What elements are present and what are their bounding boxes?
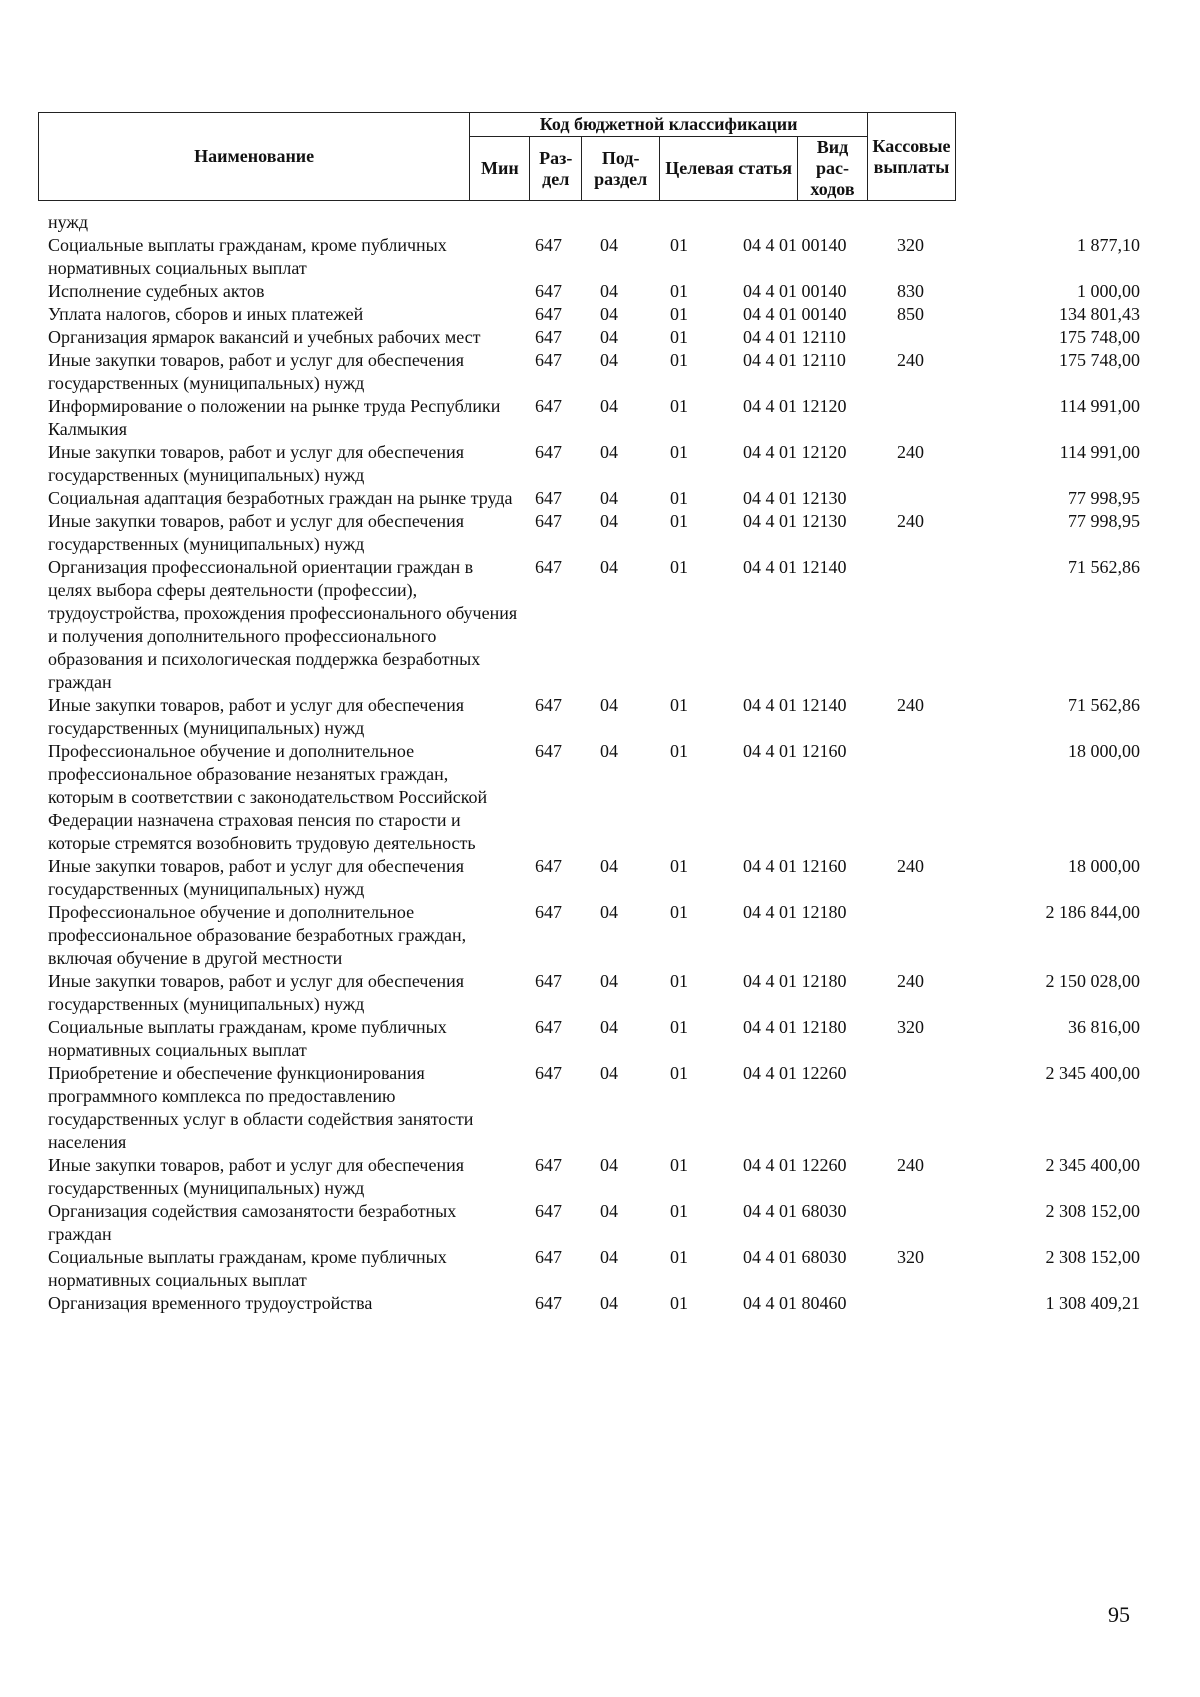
row-min: 647 (535, 741, 562, 761)
row-sum: 2 345 400,00 (1045, 1063, 1140, 1083)
row-min: 647 (535, 1017, 562, 1037)
row-vid: 320 (897, 235, 924, 255)
row-podrazdel: 01 (670, 1201, 688, 1221)
row-celevaya: 04 4 01 12120 (743, 396, 847, 416)
row-vid: 240 (897, 442, 924, 462)
row-vid: 830 (897, 281, 924, 301)
row-name: Организация содействия самозанятости безработных граждан (48, 1201, 457, 1244)
row-min: 647 (535, 511, 562, 531)
row-razdel: 04 (600, 511, 618, 531)
row-min: 647 (535, 971, 562, 991)
row-razdel: 04 (600, 442, 618, 462)
row-name: Иные закупки товаров, работ и услуг для обеспечения государственных (муниципальных) нужд (48, 856, 464, 899)
row-sum: 2 308 152,00 (1045, 1201, 1140, 1221)
row-min: 647 (535, 856, 562, 876)
table-row (0, 303, 1200, 326)
row-min: 647 (535, 695, 562, 715)
row-min: 647 (535, 1247, 562, 1267)
row-podrazdel: 01 (670, 971, 688, 991)
table-row (0, 510, 1200, 556)
row-celevaya: 04 4 01 12260 (743, 1155, 847, 1175)
row-podrazdel: 01 (670, 557, 688, 577)
row-podrazdel: 01 (670, 488, 688, 508)
row-celevaya: 04 4 01 00140 (743, 281, 847, 301)
table-row (0, 855, 1200, 901)
table-body (0, 211, 1200, 1315)
row-name: Иные закупки товаров, работ и услуг для обеспечения государственных (муниципальных) нужд (48, 971, 464, 1014)
row-razdel: 04 (600, 695, 618, 715)
row-podrazdel: 01 (670, 327, 688, 347)
row-min: 647 (535, 304, 562, 324)
header-celevaya: Целевая статья (660, 137, 798, 201)
row-sum: 2 150 028,00 (1045, 971, 1140, 991)
row-name: Уплата налогов, сборов и иных платежей (48, 304, 364, 324)
row-sum: 71 562,86 (1068, 695, 1140, 715)
row-sum: 36 816,00 (1068, 1017, 1140, 1037)
row-podrazdel: 01 (670, 695, 688, 715)
row-celevaya: 04 4 01 68030 (743, 1247, 847, 1267)
row-name: Социальные выплаты гражданам, кроме публичных нормативных социальных выплат (48, 1017, 447, 1060)
row-podrazdel: 01 (670, 856, 688, 876)
table-row (0, 694, 1200, 740)
row-razdel: 04 (600, 396, 618, 416)
row-sum: 175 748,00 (1059, 327, 1140, 347)
row-name: нужд (48, 212, 88, 232)
row-razdel: 04 (600, 741, 618, 761)
row-celevaya: 04 4 01 12140 (743, 695, 847, 715)
row-vid: 240 (897, 971, 924, 991)
row-celevaya: 04 4 01 12130 (743, 488, 847, 508)
row-razdel: 04 (600, 1247, 618, 1267)
row-min: 647 (535, 281, 562, 301)
header-kassovye: Кассовые выплаты (867, 113, 955, 201)
row-sum: 1 308 409,21 (1045, 1293, 1140, 1313)
row-vid: 240 (897, 695, 924, 715)
row-celevaya: 04 4 01 12180 (743, 1017, 847, 1037)
row-sum: 18 000,00 (1068, 856, 1140, 876)
row-celevaya: 04 4 01 12160 (743, 741, 847, 761)
row-razdel: 04 (600, 1063, 618, 1083)
header-podrazdel: Под-раздел (582, 137, 660, 201)
row-podrazdel: 01 (670, 350, 688, 370)
row-sum: 134 801,43 (1059, 304, 1140, 324)
row-vid: 240 (897, 511, 924, 531)
row-min: 647 (535, 235, 562, 255)
table-row (0, 395, 1200, 441)
row-name: Профессиональное обучение и дополнительное профессиональное образование незанятых граждан, которым в соответствии с законодательством Российской Федерации назначена страховая пенсия по старости и которые стремятся возобновить трудовую деятельность (48, 741, 488, 853)
row-podrazdel: 01 (670, 511, 688, 531)
row-razdel: 04 (600, 902, 618, 922)
row-razdel: 04 (600, 281, 618, 301)
row-sum: 114 991,00 (1059, 396, 1140, 416)
row-razdel: 04 (600, 1017, 618, 1037)
row-celevaya: 04 4 01 12110 (743, 350, 846, 370)
row-razdel: 04 (600, 1155, 618, 1175)
row-vid: 240 (897, 1155, 924, 1175)
row-celevaya: 04 4 01 12120 (743, 442, 847, 462)
row-podrazdel: 01 (670, 1017, 688, 1037)
table-row (0, 211, 1200, 234)
row-razdel: 04 (600, 557, 618, 577)
row-name: Исполнение судебных актов (48, 281, 265, 301)
table-row (0, 970, 1200, 1016)
header-min: Мин (470, 137, 530, 201)
row-podrazdel: 01 (670, 902, 688, 922)
row-min: 647 (535, 327, 562, 347)
row-celevaya: 04 4 01 12180 (743, 971, 847, 991)
table-row (0, 234, 1200, 280)
row-vid: 240 (897, 350, 924, 370)
table-row (0, 326, 1200, 349)
row-razdel: 04 (600, 235, 618, 255)
row-min: 647 (535, 396, 562, 416)
row-name: Организация профессиональной ориентации граждан в целях выбора сферы деятельности (профессии), трудоустройства, прохождения профессионального обучения и получения дополнительного профессионального образования и психологическая поддержка безработных граждан (48, 557, 518, 692)
row-podrazdel: 01 (670, 442, 688, 462)
row-razdel: 04 (600, 327, 618, 347)
row-vid: 240 (897, 856, 924, 876)
row-min: 647 (535, 557, 562, 577)
row-name: Иные закупки товаров, работ и услуг для обеспечения государственных (муниципальных) нужд (48, 442, 464, 485)
table-row (0, 1246, 1200, 1292)
row-sum: 77 998,95 (1068, 511, 1140, 531)
table-row (0, 740, 1200, 855)
row-name: Социальные выплаты гражданам, кроме публичных нормативных социальных выплат (48, 1247, 447, 1290)
row-sum: 71 562,86 (1068, 557, 1140, 577)
table-row (0, 280, 1200, 303)
row-name: Иные закупки товаров, работ и услуг для обеспечения государственных (муниципальных) нужд (48, 350, 464, 393)
row-sum: 1 000,00 (1077, 281, 1140, 301)
row-sum: 2 186 844,00 (1045, 902, 1140, 922)
table-header (38, 112, 956, 201)
row-name: Социальная адаптация безработных граждан на рынке труда (48, 488, 513, 508)
row-name: Иные закупки товаров, работ и услуг для обеспечения государственных (муниципальных) нужд (48, 511, 464, 554)
table-row (0, 1016, 1200, 1062)
row-min: 647 (535, 1201, 562, 1221)
row-vid: 320 (897, 1017, 924, 1037)
row-podrazdel: 01 (670, 1155, 688, 1175)
row-podrazdel: 01 (670, 281, 688, 301)
row-min: 647 (535, 1063, 562, 1083)
row-vid: 850 (897, 304, 924, 324)
row-razdel: 04 (600, 350, 618, 370)
header-budget-code: Код бюджетной классификации (470, 113, 868, 137)
row-celevaya: 04 4 01 80460 (743, 1293, 847, 1313)
row-razdel: 04 (600, 1201, 618, 1221)
row-vid: 320 (897, 1247, 924, 1267)
row-celevaya: 04 4 01 12160 (743, 856, 847, 876)
table-row (0, 349, 1200, 395)
table-row (0, 1062, 1200, 1154)
row-podrazdel: 01 (670, 1247, 688, 1267)
row-name: Профессиональное обучение и дополнительное профессиональное образование безработных граждан, включая обучение в другой местности (48, 902, 467, 968)
row-name: Социальные выплаты гражданам, кроме публичных нормативных социальных выплат (48, 235, 447, 278)
row-podrazdel: 01 (670, 304, 688, 324)
row-razdel: 04 (600, 971, 618, 991)
row-celevaya: 04 4 01 12180 (743, 902, 847, 922)
row-razdel: 04 (600, 856, 618, 876)
row-min: 647 (535, 488, 562, 508)
row-celevaya: 04 4 01 12260 (743, 1063, 847, 1083)
header-razdel: Раз-дел (530, 137, 582, 201)
table-row (0, 1292, 1200, 1315)
row-sum: 114 991,00 (1059, 442, 1140, 462)
row-sum: 77 998,95 (1068, 488, 1140, 508)
header-vid: Вид рас-ходов (798, 137, 868, 201)
row-name: Иные закупки товаров, работ и услуг для обеспечения государственных (муниципальных) нужд (48, 695, 464, 738)
row-razdel: 04 (600, 304, 618, 324)
table-row (0, 901, 1200, 970)
row-sum: 1 877,10 (1077, 235, 1140, 255)
row-name: Организация временного трудоустройства (48, 1293, 373, 1313)
row-min: 647 (535, 1155, 562, 1175)
row-podrazdel: 01 (670, 1293, 688, 1313)
row-name: Приобретение и обеспечение функционирования программного комплекса по предоставлению государственных услуг в области содействия занятости населения (48, 1063, 474, 1152)
row-sum: 2 345 400,00 (1045, 1155, 1140, 1175)
row-name: Организация ярмарок вакансий и учебных рабочих мест (48, 327, 481, 347)
table-row (0, 556, 1200, 694)
row-celevaya: 04 4 01 12130 (743, 511, 847, 531)
row-celevaya: 04 4 01 00140 (743, 235, 847, 255)
row-name: Информирование о положении на рынке труда Республики Калмыкия (48, 396, 501, 439)
row-podrazdel: 01 (670, 235, 688, 255)
row-sum: 175 748,00 (1059, 350, 1140, 370)
row-celevaya: 04 4 01 12110 (743, 327, 846, 347)
row-min: 647 (535, 902, 562, 922)
table-row (0, 441, 1200, 487)
row-name: Иные закупки товаров, работ и услуг для обеспечения государственных (муниципальных) нужд (48, 1155, 464, 1198)
row-razdel: 04 (600, 488, 618, 508)
header-name: Наименование (39, 113, 470, 201)
row-min: 647 (535, 442, 562, 462)
row-min: 647 (535, 1293, 562, 1313)
row-razdel: 04 (600, 1293, 618, 1313)
row-celevaya: 04 4 01 68030 (743, 1201, 847, 1221)
row-celevaya: 04 4 01 12140 (743, 557, 847, 577)
row-min: 647 (535, 350, 562, 370)
row-podrazdel: 01 (670, 741, 688, 761)
row-sum: 2 308 152,00 (1045, 1247, 1140, 1267)
row-podrazdel: 01 (670, 396, 688, 416)
page-number: 95 (1108, 1602, 1130, 1627)
row-podrazdel: 01 (670, 1063, 688, 1083)
row-sum: 18 000,00 (1068, 741, 1140, 761)
row-celevaya: 04 4 01 00140 (743, 304, 847, 324)
table-row (0, 1200, 1200, 1246)
table-row (0, 1154, 1200, 1200)
table-row (0, 487, 1200, 510)
